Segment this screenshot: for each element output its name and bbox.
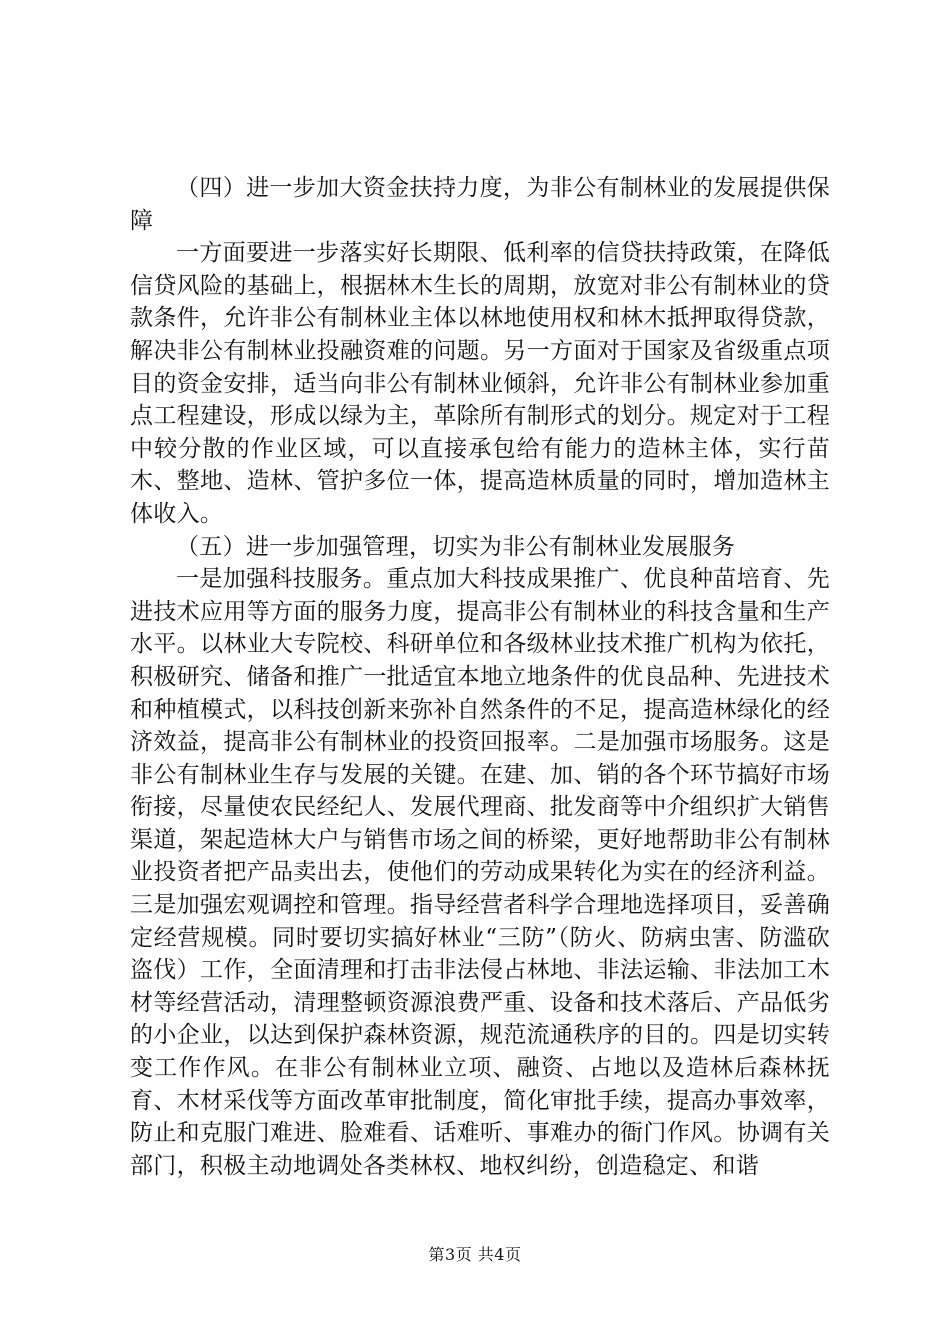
- document-body: [130, 172, 830, 1182]
- paragraph-management-services: 一是加强科技服务。重点加大科技成果推广、优良种苗培育、先进技术应用等方面的服务力度，提高非公有制林业的科技含量和生产水平。以林业大专院校、科研单位和各级林业技术推广机构为依托，积极研究、储备和推广一批适宜本地立地条件的优良品种、先进技术和种植模式，以科技创新来弥补自然条件的不足，提高造林绿化的经济效益，提高非公有制林业的投资回报率。二是加强市场服务。这是非公有制林业生存与发展的关键。在建、加、销的各个环节搞好市场衔接，尽量使农民经纪人、发展代理商、批发商等中介组织扩大销售渠道，架起造林大户与销售市场之间的桥梁，更好地帮助非公有制林业投资者把产品卖出去，使他们的劳动成果转化为实在的经济利益。三是加强宏观调控和管理。指导经营者科学合理地选择项目，妥善确定经营规模。同时要切实搞好林业“三防”（防火、防病虫害、防滥砍盗伐）工作，全面清理和打击非法侵占林地、非法运输、非法加工木材等经营活动，清理整顿资源浪费严重、设备和技术落后、产品低劣的小企业，以达到保护森林资源，规范流通秩序的目的。四是切实转变工作作风。在非公有制林业立项、融资、占地以及造林后森林抚育、木材采伐等方面改革审批制度，简化审批手续，提高办事效率，防止和克服门难进、脸难看、话难听、事难办的衙门作风。协调有关部门，积极主动地调处各类林权、地权纠纷，创造稳定、和谐: [130, 566, 830, 1179]
- section-heading-five: （五）进一步加强管理，切实为非公有制林业发展服务: [176, 533, 736, 560]
- section-heading-four: （四）进一步加大资金扶持力度，为非公有制林业的发展提供保障: [130, 175, 830, 234]
- paragraph-funding-support: 一方面要进一步落实好长期限、低利率的信贷扶持政策，在降低信贷风险的基础上，根据林木生长的周期，放宽对非公有制林业的贷款条件，允许非公有制林业主体以林地使用权和林木抵押取得贷款，解决非公有制林业投融资难的问题。另一方面对于国家及省级重点项目的资金安排，适当向非公有制林业倾斜，允许非公有制林业参加重点工程建设，形成以绿为主，革除所有制形式的划分。规定对于工程中较分散的作业区域，可以直接承包给有能力的造林主体，实行苗木、整地、造林、管护多位一体，提高造林质量的同时，增加造林主体收入。: [130, 240, 830, 527]
- page-footer: 第3页 共4页: [428, 1245, 522, 1264]
